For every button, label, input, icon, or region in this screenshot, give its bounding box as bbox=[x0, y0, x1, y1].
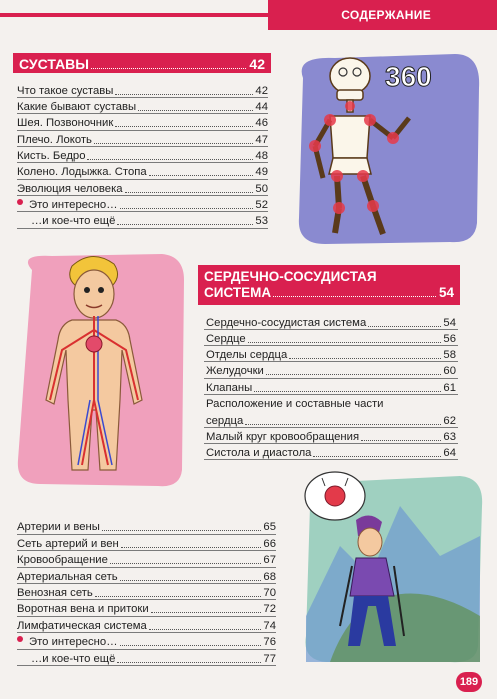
toc-entry-cardio-0[interactable]: Сердечно-сосудистая система 54 bbox=[206, 317, 456, 329]
divider bbox=[17, 649, 276, 650]
divider bbox=[204, 378, 458, 379]
toc-entry-vessels-4[interactable]: Венозная сеть 70 bbox=[17, 587, 276, 599]
toc-entry-vessels-0[interactable]: Артерии и вены 65 bbox=[17, 521, 276, 533]
skeleton-illustration bbox=[285, 48, 485, 248]
header-title: СОДЕРЖАНИЕ bbox=[341, 8, 431, 22]
divider bbox=[17, 616, 276, 617]
toc-entry-cardio-8[interactable]: Систола и диастола 64 bbox=[206, 447, 456, 459]
toc-entry-vessels-7[interactable]: Это интересно… 76 bbox=[17, 635, 276, 649]
divider bbox=[17, 534, 276, 535]
section-cardio-page: 54 bbox=[438, 285, 454, 300]
divider bbox=[17, 179, 268, 180]
divider bbox=[17, 97, 268, 98]
body-illustration bbox=[12, 250, 188, 490]
hiker-illustration bbox=[290, 466, 490, 666]
header-tab bbox=[268, 0, 497, 30]
page-number-badge: 189 bbox=[456, 672, 482, 692]
header-stripe bbox=[0, 13, 268, 17]
bullet-icon bbox=[17, 199, 23, 205]
divider bbox=[17, 567, 276, 568]
divider bbox=[17, 113, 268, 114]
toc-entry-joints-4[interactable]: Кисть. Бедро 48 bbox=[17, 150, 268, 162]
divider bbox=[17, 211, 268, 212]
divider bbox=[17, 550, 276, 551]
toc-entry-vessels-2[interactable]: Кровообращение 67 bbox=[17, 554, 276, 566]
toc-entry-cardio-5[interactable]: Расположение и составные части bbox=[206, 398, 384, 410]
toc-entry-joints-3[interactable]: Плечо. Локоть 47 bbox=[17, 134, 268, 146]
divider bbox=[17, 583, 276, 584]
toc-entry-joints-2[interactable]: Шея. Позвоночник 46 bbox=[17, 117, 268, 129]
toc-entry-joints-5[interactable]: Колено. Лодыжка. Стопа 49 bbox=[17, 166, 268, 178]
divider bbox=[204, 345, 458, 346]
toc-entry-cardio-6[interactable]: сердца 62 bbox=[206, 415, 456, 427]
section-joints-title: СУСТАВЫ bbox=[19, 56, 89, 72]
toc-entry-cardio-3[interactable]: Желудочки 60 bbox=[206, 365, 456, 377]
divider bbox=[204, 459, 458, 460]
section-joints-page: 42 bbox=[249, 56, 265, 72]
toc-entry-cardio-7[interactable]: Малый круг кровообращения 63 bbox=[206, 431, 456, 443]
divider bbox=[204, 443, 458, 444]
divider bbox=[204, 394, 458, 395]
toc-entry-joints-8[interactable]: …и кое-что ещё 53 bbox=[31, 215, 268, 227]
divider bbox=[17, 665, 276, 666]
divider bbox=[17, 195, 268, 196]
toc-entry-cardio-1[interactable]: Сердце 56 bbox=[206, 333, 456, 345]
toc-entry-joints-7[interactable]: Это интересно… 52 bbox=[17, 198, 268, 212]
section-cardio-header[interactable] bbox=[198, 265, 460, 305]
divider bbox=[204, 361, 458, 362]
toc-entry-vessels-5[interactable]: Воротная вена и притоки 72 bbox=[17, 603, 276, 615]
toc-entry-cardio-4[interactable]: Клапаны 61 bbox=[206, 382, 456, 394]
toc-entry-joints-1[interactable]: Какие бывают суставы 44 bbox=[17, 101, 268, 113]
divider bbox=[17, 228, 268, 229]
divider bbox=[17, 162, 268, 163]
toc-entry-vessels-1[interactable]: Сеть артерий и вен 66 bbox=[17, 538, 276, 550]
toc-entry-vessels-8[interactable]: …и кое-что ещё 77 bbox=[31, 653, 276, 665]
divider bbox=[204, 427, 458, 428]
divider bbox=[204, 329, 458, 330]
divider bbox=[17, 130, 268, 131]
divider bbox=[17, 599, 276, 600]
skeleton-badge: 360 bbox=[385, 61, 432, 92]
header-bar bbox=[0, 0, 497, 30]
section-joints-header[interactable] bbox=[13, 53, 271, 73]
bullet-icon bbox=[17, 636, 23, 642]
toc-entry-cardio-2[interactable]: Отделы сердца 58 bbox=[206, 349, 456, 361]
divider bbox=[17, 146, 268, 147]
divider bbox=[17, 632, 276, 633]
section-cardio-title-line1: СЕРДЕЧНО-СОСУДИСТАЯ bbox=[204, 269, 377, 284]
toc-entry-joints-6[interactable]: Эволюция человека 50 bbox=[17, 183, 268, 195]
toc-entry-joints-0[interactable]: Что такое суставы 42 bbox=[17, 85, 268, 97]
toc-entry-vessels-3[interactable]: Артериальная сеть 68 bbox=[17, 571, 276, 583]
section-cardio-title-line2: СИСТЕМА bbox=[204, 285, 272, 300]
toc-entry-vessels-6[interactable]: Лимфатическая система 74 bbox=[17, 620, 276, 632]
